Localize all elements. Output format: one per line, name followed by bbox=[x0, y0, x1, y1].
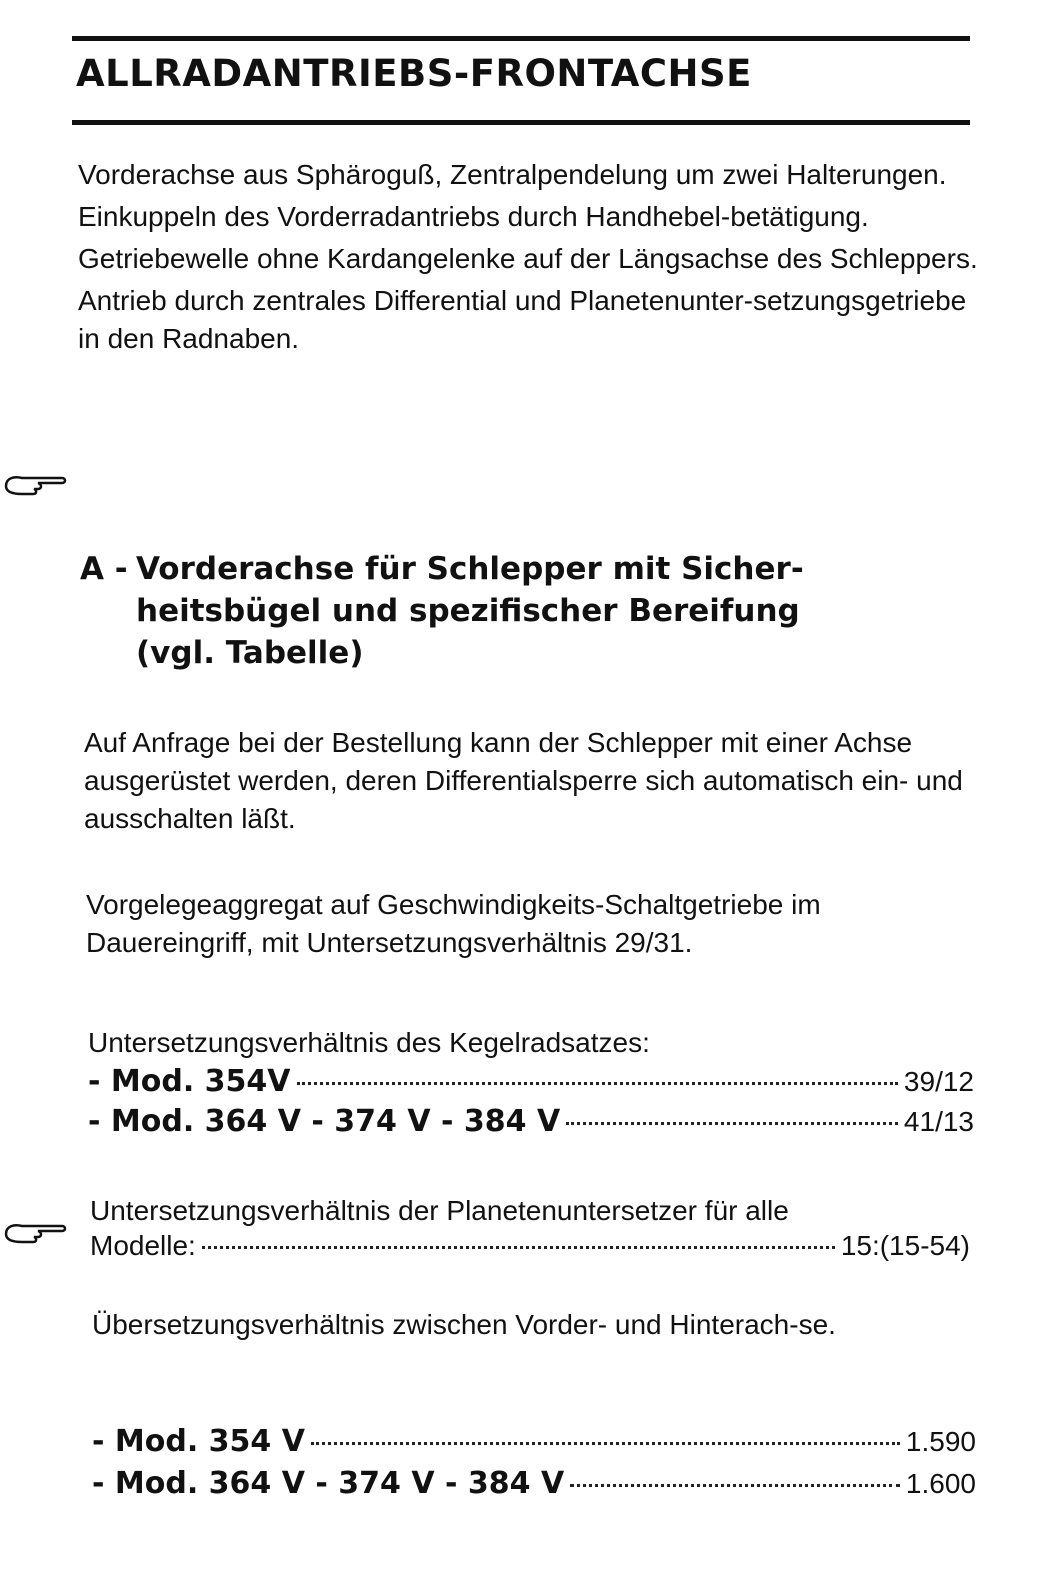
differential-lock-paragraph: Auf Anfrage bei der Bestellung kann der Schlepper mit einer Achse ausgerüstet werden, deren Differentialsperre sich automatisch ein- und ausschalten läßt. bbox=[84, 727, 963, 834]
transfer-unit-paragraph: Vorgelegeaggregat auf Geschwindigkeits-Schaltgetriebe im Dauereingriff, mit Untersetzungsverhältnis 29/31. bbox=[86, 889, 821, 958]
bevel-gear-intro: Untersetzungsverhältnis des Kegelradsatzes: bbox=[88, 1027, 650, 1058]
planetary-row-label: Modelle: bbox=[90, 1230, 196, 1261]
intro-text bbox=[78, 156, 978, 358]
axle-ratio-row bbox=[92, 1424, 976, 1460]
title-underline bbox=[72, 120, 970, 125]
section-a-heading bbox=[80, 548, 980, 674]
axle-ratio-intro: Übersetzungsverhältnis zwischen Vorder- und Hinterach-se. bbox=[92, 1309, 836, 1340]
leader-dots bbox=[570, 1484, 900, 1487]
axle-ratio-row-value: 1.590 bbox=[905, 1426, 976, 1457]
bevel-gear-row-value: 41/13 bbox=[903, 1106, 974, 1137]
leader-dots bbox=[566, 1122, 898, 1125]
section-a-heading-line3: (vgl. Tabelle) bbox=[136, 635, 364, 671]
axle-ratio-row-label: - Mod. 364 V - 374 V - 384 V bbox=[92, 1466, 565, 1501]
axle-ratio-row-value: 1.600 bbox=[905, 1468, 976, 1499]
planetary-row bbox=[90, 1230, 970, 1266]
planetary-intro: Untersetzungsverhältnis der Planetenuntersetzer für alle bbox=[90, 1195, 789, 1226]
page-title: ALLRADANTRIEBS-FRONTACHSE bbox=[76, 52, 752, 95]
section-a-heading-line2: heitsbügel und spezifischer Bereifung bbox=[136, 593, 800, 629]
pointing-hand-icon bbox=[4, 1218, 70, 1248]
leader-dots bbox=[297, 1082, 898, 1085]
section-a-heading-line1: Vorderachse für Schlepper mit Sicher- bbox=[136, 551, 804, 587]
bevel-gear-row-label: - Mod. 364 V - 374 V - 384 V bbox=[88, 1104, 561, 1139]
leader-dots bbox=[202, 1246, 835, 1249]
intro-paragraph-4: Antrieb durch zentrales Differential und Planetenunter-setzungsgetriebe in den Radnaben. bbox=[78, 285, 967, 354]
leader-dots bbox=[311, 1442, 900, 1445]
axle-ratio-row-label: - Mod. 354 V bbox=[92, 1424, 305, 1459]
planetary-row-value: 15:(15-54) bbox=[840, 1230, 970, 1261]
axle-ratio-row bbox=[92, 1466, 976, 1502]
top-rule bbox=[72, 36, 970, 41]
bevel-gear-row-value: 39/12 bbox=[903, 1066, 974, 1097]
intro-paragraph-3: Getriebewelle ohne Kardangelenke auf der Längsachse des Schleppers. bbox=[78, 243, 978, 274]
bevel-gear-row bbox=[88, 1064, 974, 1100]
bevel-gear-row bbox=[88, 1104, 974, 1140]
bevel-gear-row-label: - Mod. 354V bbox=[88, 1064, 291, 1099]
pointing-hand-icon bbox=[4, 470, 70, 500]
intro-paragraph-2: Einkuppeln des Vorderradantriebs durch Handhebel-betätigung. bbox=[78, 201, 869, 232]
section-a-letter: A - bbox=[80, 551, 128, 587]
intro-paragraph-1: Vorderachse aus Sphäroguß, Zentralpendelung um zwei Halterungen. bbox=[78, 159, 947, 190]
